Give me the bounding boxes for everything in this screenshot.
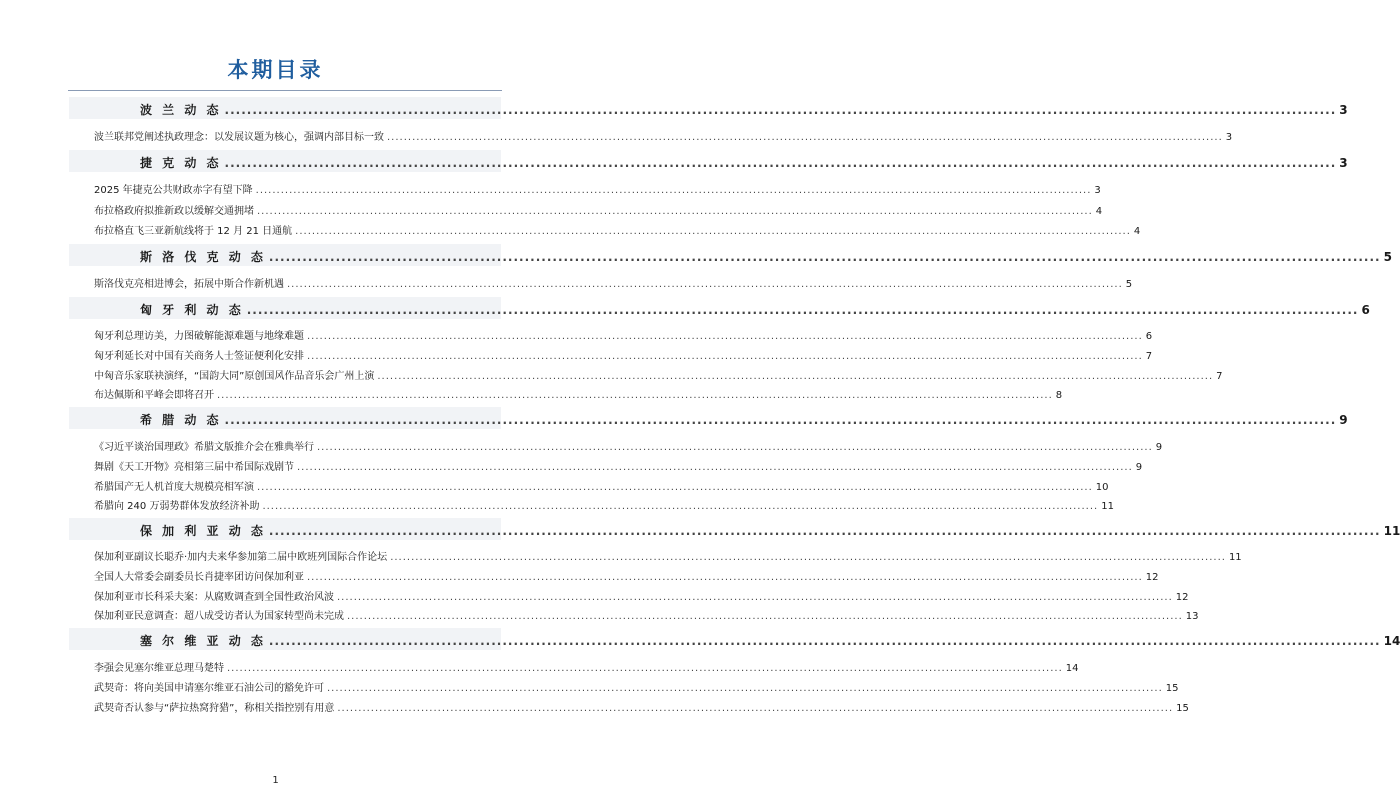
section-heading-serbia[interactable] (69, 628, 1400, 650)
section-heading-poland[interactable] (69, 97, 1348, 119)
entry-title: 保加利亚副议长聪乔·加内夫来华参加第二届中欧班列国际合作论坛 (94, 552, 388, 563)
section-page: 3 (1339, 103, 1348, 117)
section-title: 捷 克 动 态 (140, 156, 222, 170)
entry-page: 6 (1145, 331, 1153, 342)
leader-dots (225, 156, 1337, 170)
leader-dots (257, 482, 1093, 493)
leader-dots (317, 442, 1153, 453)
section-title: 保 加 利 亚 动 态 (140, 524, 266, 538)
section-heading-slovakia[interactable] (69, 244, 1392, 266)
entry-page: 12 (1175, 592, 1189, 603)
entry-page: 13 (1185, 611, 1199, 622)
entry-page: 14 (1065, 663, 1079, 674)
leader-dots (387, 132, 1223, 143)
entry-title: 匈牙利总理访美，力图破解能源难题与地缘难题 (94, 331, 304, 342)
entry-title: 匈牙利延长对中国有关商务人士签证便利化安排 (94, 351, 304, 362)
section-page: 3 (1339, 156, 1348, 170)
entry-page: 4 (1133, 226, 1141, 237)
leader-dots (269, 250, 1381, 264)
section-page: 9 (1339, 413, 1348, 427)
toc-entry[interactable] (94, 202, 1103, 217)
entry-page: 15 (1176, 703, 1189, 714)
entry-page: 7 (1145, 351, 1153, 362)
leader-dots (287, 279, 1123, 290)
toc-entry[interactable] (94, 222, 1141, 237)
leader-dots (225, 413, 1337, 427)
entry-page: 11 (1101, 501, 1114, 512)
section-page: 6 (1361, 303, 1370, 317)
section-title: 希 腊 动 态 (140, 413, 222, 427)
toc-entry[interactable] (94, 275, 1133, 290)
entry-title: 中匈音乐家联袂演绎，“国韵大同”原创国风作品音乐会广州上演 (94, 371, 375, 382)
leader-dots (247, 303, 1359, 317)
entry-title: 布拉格直飞三亚新航线将于 12 月 21 日通航 (94, 226, 293, 237)
leader-dots (390, 552, 1226, 563)
toc-entry[interactable] (94, 347, 1153, 362)
leader-dots (295, 226, 1131, 237)
entry-page: 3 (1094, 185, 1101, 196)
toc-entry[interactable] (94, 438, 1163, 453)
toc-entry[interactable] (94, 386, 1063, 401)
section-title: 匈 牙 利 动 态 (140, 303, 244, 317)
leader-dots (347, 611, 1183, 622)
leader-dots (307, 331, 1143, 342)
leader-dots (307, 572, 1143, 583)
leader-dots (262, 501, 1098, 512)
entry-title: 李强会见塞尔维亚总理马楚特 (94, 663, 224, 674)
entry-page: 7 (1216, 371, 1223, 382)
entry-page: 12 (1145, 572, 1159, 583)
entry-title: 武契奇：将向美国申请塞尔维亚石油公司的豁免许可 (94, 683, 324, 694)
leader-dots (307, 351, 1143, 362)
section-title: 斯 洛 伐 克 动 态 (140, 250, 266, 264)
toc-entry[interactable] (94, 128, 1233, 143)
toc-entry[interactable] (94, 659, 1079, 674)
leader-dots (256, 185, 1092, 196)
entry-title: 布拉格政府拟推新政以缓解交通拥堵 (94, 206, 254, 217)
entry-title: 希腊向 240 万弱势群体发放经济补助 (94, 501, 260, 512)
toc-entry[interactable] (94, 607, 1199, 622)
page-number: 1 (272, 775, 279, 786)
entry-page: 3 (1225, 132, 1233, 143)
toc-entry[interactable] (94, 699, 1189, 714)
title-rule (68, 90, 502, 91)
section-title: 塞 尔 维 亚 动 态 (140, 634, 266, 648)
toc-entry[interactable] (94, 327, 1153, 342)
entry-title: 保加利亚市长科采夫案：从腐败调查到全国性政治风波 (94, 592, 334, 603)
leader-dots (297, 462, 1133, 473)
section-page: 5 (1383, 250, 1392, 264)
page-title: 本期目录 (227, 57, 324, 82)
toc-entry[interactable] (94, 679, 1179, 694)
section-heading-bulgaria[interactable] (69, 518, 1400, 540)
leader-dots (377, 371, 1213, 382)
section-heading-greece[interactable] (69, 407, 1348, 429)
leader-dots (327, 683, 1163, 694)
leader-dots (225, 103, 1337, 117)
entry-page: 5 (1125, 279, 1133, 290)
section-title: 波 兰 动 态 (140, 103, 222, 117)
entry-page: 9 (1135, 462, 1143, 473)
leader-dots (337, 592, 1173, 603)
entry-page: 9 (1155, 442, 1163, 453)
leader-dots (337, 703, 1173, 714)
entry-title: 斯洛伐克亮相进博会，拓展中斯合作新机遇 (94, 279, 284, 290)
entry-title: 波兰联邦党阐述执政理念：以发展议题为核心，强调内部目标一致 (94, 132, 384, 143)
entry-title: 布达佩斯和平峰会即将召开 (94, 390, 214, 401)
entry-title: 2025 年捷克公共财政赤字有望下降 (94, 185, 253, 196)
entry-title: 希腊国产无人机首度大规模亮相军演 (94, 482, 254, 493)
section-page: 14 (1383, 634, 1400, 648)
leader-dots (257, 206, 1093, 217)
section-page: 11 (1383, 524, 1400, 538)
entry-title: 《习近平谈治国理政》希腊文版推介会在雅典举行 (94, 442, 314, 453)
toc-entry[interactable] (94, 568, 1159, 583)
entry-title: 舞剧《天工开物》亮相第三届中希国际戏剧节 (94, 462, 294, 473)
toc-entry[interactable] (94, 478, 1109, 493)
section-heading-czech[interactable] (69, 150, 1348, 172)
leader-dots (227, 663, 1063, 674)
toc-entry[interactable] (94, 458, 1143, 473)
entry-title: 全国人大常委会副委员长肖捷率团访问保加利亚 (94, 572, 304, 583)
toc-entry[interactable] (94, 548, 1242, 563)
entry-page: 10 (1095, 482, 1109, 493)
leader-dots (217, 390, 1053, 401)
section-heading-hungary[interactable] (69, 297, 1370, 319)
entry-title: 武契奇否认参与“萨拉热窝狩猎”，称相关指控别有用意 (94, 703, 335, 714)
toc-entry[interactable] (94, 367, 1223, 382)
toc-entry[interactable] (94, 181, 1101, 196)
toc-entry[interactable] (94, 588, 1189, 603)
leader-dots (269, 634, 1381, 648)
toc-entry[interactable] (94, 497, 1114, 512)
leader-dots (269, 524, 1381, 538)
entry-page: 4 (1095, 206, 1103, 217)
entry-page: 15 (1165, 683, 1179, 694)
entry-page: 11 (1228, 552, 1242, 563)
entry-title: 保加利亚民意调查：超八成受访者认为国家转型尚未完成 (94, 611, 344, 622)
entry-page: 8 (1055, 390, 1063, 401)
